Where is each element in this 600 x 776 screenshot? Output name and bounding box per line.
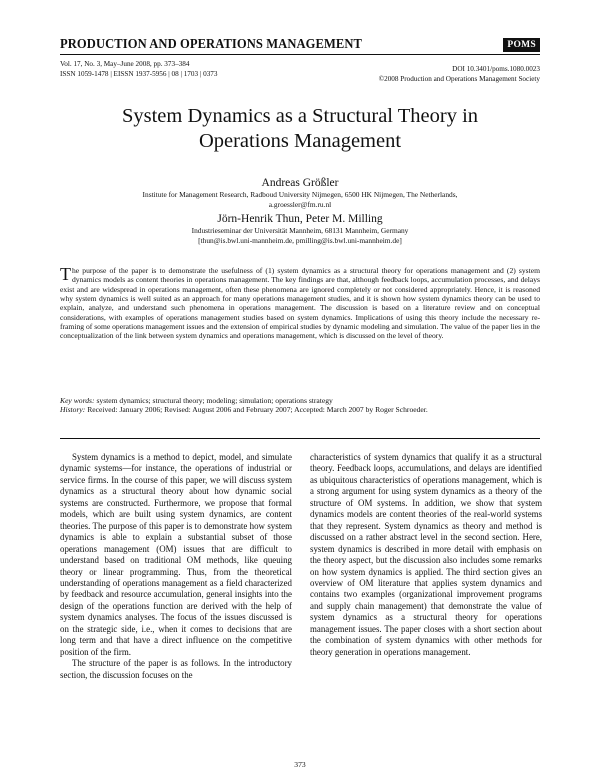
body-paragraph: The structure of the paper is as follows. In the introductory section, the discussion focuses on the [60, 658, 292, 680]
paper-title [60, 104, 540, 154]
header-rule [60, 54, 540, 55]
issue-info [60, 59, 218, 79]
author-affiliation: Industrieseminar der Universität Mannheim, 68131 Mannheim, Germany [191, 226, 409, 235]
abstract [60, 266, 540, 341]
body-column-right [310, 452, 542, 658]
author-email: a.groessler@fm.ru.nl [268, 199, 332, 209]
author-name: Jörn-Henrik Thun, Peter M. Milling [217, 213, 383, 225]
copyright-line: ©2008 Production and Operations Management Society [378, 75, 540, 83]
history-label: History: [60, 405, 86, 415]
author-block-1 [60, 176, 540, 209]
issn-line: ISSN 1059-1478 | EISSN 1937-5956 | 08 | 1703 | 0373 [60, 70, 218, 78]
doi-info [379, 64, 540, 84]
abstract-text: he purpose of the paper is to demonstrate the usefulness of (1) system dynamics as a structural theory for operations management and (2) system dynamics models as content theories in operations management. The key findings are that, although feedback loops, accumulation processes, and delays exist and are widespread in operations management, often these phenomena are ignored completely or not considered appropriately. Hence, it is reasoned why system dynamics is well suited as an approach for many operations management studies, and it is shown how system dynamics theory can be used to explain, analyze, and understand such phenomena in operations management. The discussion is based on a literature review and on conceptual considerations, with examples of operations management studies based on system dynamics. Implications of using this theory include the necessary re-framing of some operations management issues and the extension of empirical studies by dynamic modeling and simulation. The value of the paper lies in the conceptualization of the link between system dynamics and operations management, which is discussed on the level of theory. [60, 266, 540, 341]
author-block-2 [60, 212, 540, 245]
body-paragraph: characteristics of system dynamics that qualify it as a structural theory. Feedback loops, accumulations, and delays are identified as ubiquitous characteristics of operations management, which is a strong argument for using system dynamics as a theory of the structure of OM systems. In addition, we show that system dynamics models are content theories of the real-world systems that they represent. System dynamics as theory and method is discussed on a rather abstract level in the second section. Here, system dynamics is described in more detail with emphasis on the theory aspect, but the discussion also includes some remarks on how system dynamics is applied. The third section gives an overview of OM literature that applies system dynamics and contains two examples (organizational improvement programs and supply chain management) that demonstrate the value of system dynamics as a structural theory for operations management issues. The paper closes with a short section about the combination of system dynamics with other methods for theory generation in operations management. [310, 452, 542, 657]
abstract-dropcap: T [60, 264, 71, 284]
title-line-1: System Dynamics as a Structural Theory in [121, 105, 479, 127]
keywords-line [60, 396, 540, 405]
title-line-2: Operations Management [198, 130, 402, 152]
body-paragraph: System dynamics is a method to depict, model, and simulate dynamic systems—for instance, the operations of industrial or service firms. In the course of this paper, we will discuss system dynamics as a structural theory about how dynamic social systems are constructed. Furthermore, we propose that formal models, which are built using system dynamics, are content theories. The purpose of this paper is to demonstrate how system dynamics is able to explain a substantial subset of those operations management (OM) issues that are difficult to understand based on traditional OM methods, like queuing theory or linear programming. Thus, from the theoretical understanding of operations management as a field characterized by feedback and resource accumulation, general insights into the design of the operations function are derived with the help of system dynamics analyses. The focus of the issues discussed is on the strategic side, i.e., when it comes to decisions that are long term and that have a direct influence on the competitive position of the firm. [60, 452, 292, 657]
author-email: [thun@is.bwl.uni-mannheim.de, pmilling@is.bwl.uni-mannheim.de] [198, 235, 402, 245]
page-number: 373 [294, 760, 306, 769]
keywords-text: system dynamics; structural theory; modeling; simulation; operations strategy [96, 396, 333, 405]
keywords-block [60, 396, 540, 415]
author-name: Andreas Größler [261, 177, 339, 189]
author-affiliation: Institute for Management Research, Radboud University Nijmegen, 6500 HK Nijmegen, The Netherlands, [142, 190, 458, 199]
volume-line: Vol. 17, No. 3, May–June 2008, pp. 373–384 [60, 60, 190, 68]
journal-logo-badge: POMS [503, 38, 540, 52]
section-rule [60, 438, 540, 439]
doi-line: DOI 10.3401/poms.1080.0023 [452, 65, 540, 73]
history-text: Received: January 2006; Revised: August 2006 and February 2007; Accepted: March 2007 by Roger Schroeder. [87, 405, 428, 415]
history-line [60, 405, 540, 414]
journal-name: PRODUCTION AND OPERATIONS MANAGEMENT [60, 36, 363, 51]
keywords-label: Key words: [60, 396, 95, 405]
body-column-left [60, 452, 292, 681]
